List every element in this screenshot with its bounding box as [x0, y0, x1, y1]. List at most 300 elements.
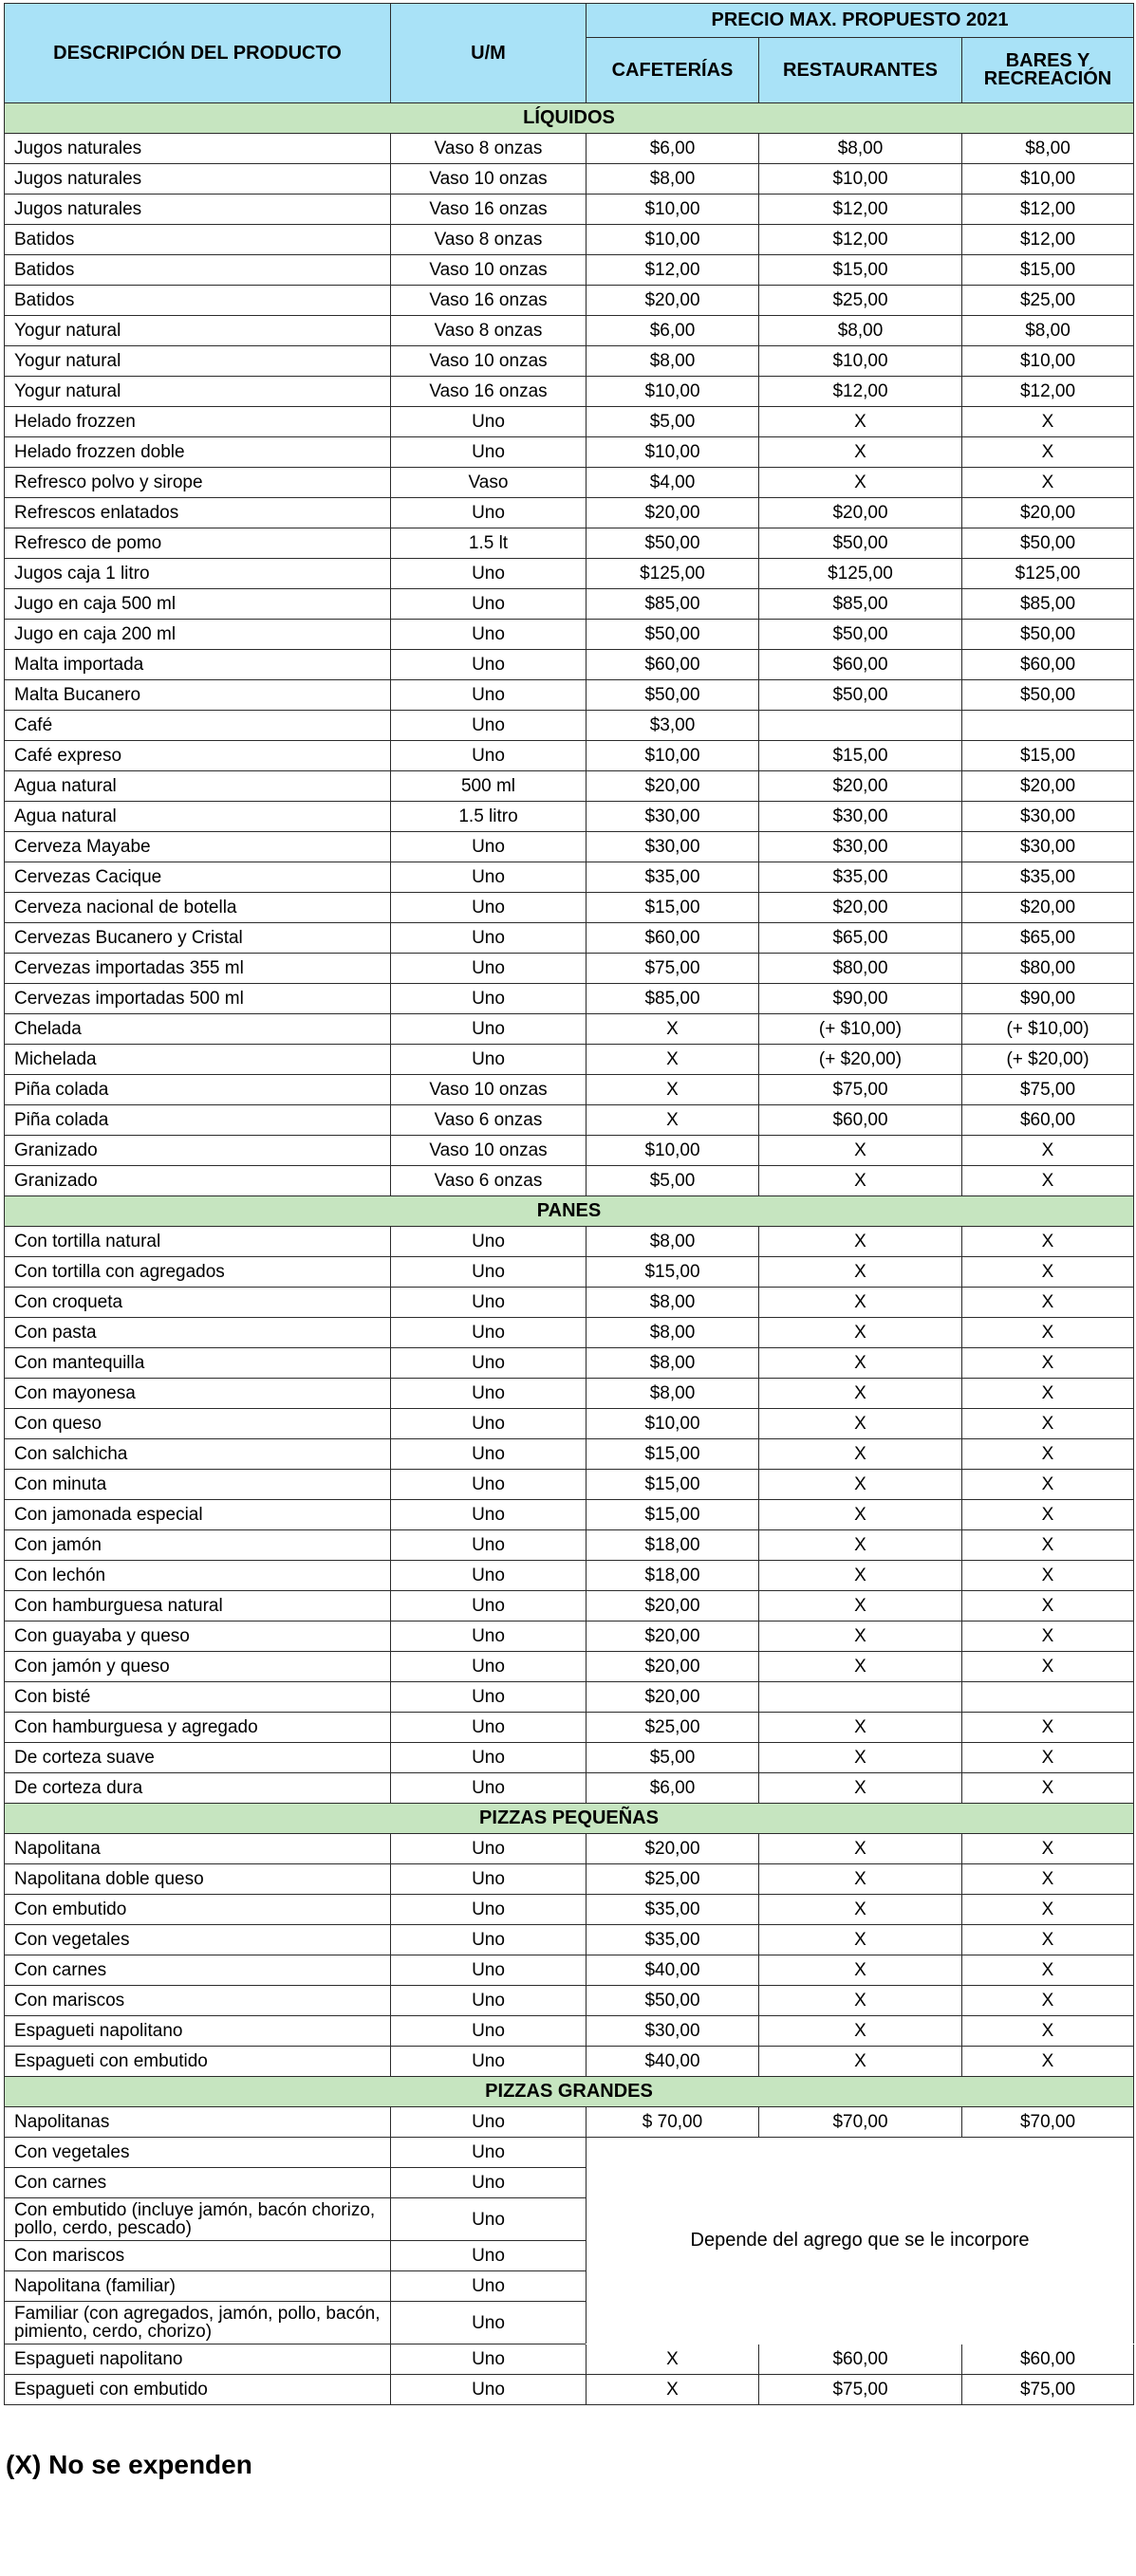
table-row — [5, 1530, 1134, 1561]
cell-description: Con embutido (incluye jamón, bacón chorizo, pollo, cerdo, pescado) — [5, 2198, 391, 2241]
table-row — [5, 1500, 1134, 1530]
cell-unit: Uno — [391, 1652, 587, 1682]
cell-bares: X — [962, 1743, 1134, 1773]
cell-restaurantes: $8,00 — [759, 316, 962, 346]
section-header — [5, 103, 1134, 134]
cell-restaurantes: $125,00 — [759, 559, 962, 589]
table-row — [5, 1014, 1134, 1045]
section-title: LÍQUIDOS — [5, 103, 1134, 134]
cell-cafeterias: $35,00 — [587, 1925, 759, 1955]
cell-cafeterias: $60,00 — [587, 923, 759, 954]
cell-description: Con bisté — [5, 1682, 391, 1713]
table-row — [5, 2016, 1134, 2047]
cell-bares: $30,00 — [962, 832, 1134, 862]
cell-restaurantes: X — [759, 1652, 962, 1682]
cell-unit: Vaso — [391, 468, 587, 498]
cell-bares: $8,00 — [962, 134, 1134, 164]
cell-cafeterias: $35,00 — [587, 1895, 759, 1925]
cell-description: Chelada — [5, 1014, 391, 1045]
cell-cafeterias: $20,00 — [587, 286, 759, 316]
table-row — [5, 377, 1134, 407]
cell-description: Con lechón — [5, 1561, 391, 1591]
cell-unit: Uno — [391, 2375, 587, 2405]
cell-restaurantes: $15,00 — [759, 741, 962, 771]
cell-bares — [962, 711, 1134, 741]
cell-unit: Uno — [391, 954, 587, 984]
cell-cafeterias: $50,00 — [587, 620, 759, 650]
cell-description: Napolitana — [5, 1834, 391, 1864]
cell-cafeterias: $10,00 — [587, 377, 759, 407]
cell-cafeterias: $25,00 — [587, 1713, 759, 1743]
cell-cafeterias: $40,00 — [587, 1955, 759, 1986]
cell-bares: X — [962, 1257, 1134, 1288]
cell-restaurantes: X — [759, 1257, 962, 1288]
cell-bares: $15,00 — [962, 255, 1134, 286]
cell-restaurantes: X — [759, 1409, 962, 1439]
cell-description: Con jamonada especial — [5, 1500, 391, 1530]
cell-description: Con mariscos — [5, 1986, 391, 2016]
price-table — [4, 3, 1134, 2405]
cell-cafeterias: $20,00 — [587, 1652, 759, 1682]
cell-restaurantes: X — [759, 1955, 962, 1986]
cell-cafeterias: $40,00 — [587, 2047, 759, 2077]
cell-restaurantes: $65,00 — [759, 923, 962, 954]
cell-restaurantes: X — [759, 1136, 962, 1166]
table-row — [5, 1713, 1134, 1743]
section-title: PANES — [5, 1196, 1134, 1227]
cell-restaurantes: $20,00 — [759, 771, 962, 802]
table-row — [5, 1379, 1134, 1409]
cell-description: Con embutido — [5, 1895, 391, 1925]
cell-description: Yogur natural — [5, 346, 391, 377]
cell-unit: Uno — [391, 1045, 587, 1075]
cell-bares: $20,00 — [962, 498, 1134, 528]
cell-description: Con jamón — [5, 1530, 391, 1561]
cell-description: Con salchicha — [5, 1439, 391, 1470]
cell-restaurantes: $60,00 — [759, 1105, 962, 1136]
section-title: PIZZAS GRANDES — [5, 2077, 1134, 2107]
cell-cafeterias: $3,00 — [587, 711, 759, 741]
cell-description: Agua natural — [5, 771, 391, 802]
cell-bares: $12,00 — [962, 195, 1134, 225]
cell-restaurantes: X — [759, 2016, 962, 2047]
cell-description: Jugos caja 1 litro — [5, 559, 391, 589]
cell-restaurantes: $30,00 — [759, 832, 962, 862]
table-row — [5, 1288, 1134, 1318]
cell-restaurantes: X — [759, 1227, 962, 1257]
cell-unit: Uno — [391, 1227, 587, 1257]
table-row — [5, 316, 1134, 346]
cell-unit: Uno — [391, 1530, 587, 1561]
cell-restaurantes: X — [759, 1864, 962, 1895]
cell-cafeterias: $5,00 — [587, 1166, 759, 1196]
cell-bares: X — [962, 1864, 1134, 1895]
cell-cafeterias: $85,00 — [587, 984, 759, 1014]
cell-unit: Uno — [391, 2198, 587, 2241]
table-row — [5, 346, 1134, 377]
table-row — [5, 1561, 1134, 1591]
cell-restaurantes: X — [759, 1379, 962, 1409]
table-row — [5, 164, 1134, 195]
cell-restaurantes: $50,00 — [759, 528, 962, 559]
cell-cafeterias: $125,00 — [587, 559, 759, 589]
table-row — [5, 711, 1134, 741]
cell-bares: X — [962, 1561, 1134, 1591]
cell-cafeterias: $85,00 — [587, 589, 759, 620]
cell-bares: $8,00 — [962, 316, 1134, 346]
cell-cafeterias: $60,00 — [587, 650, 759, 680]
cell-cafeterias: $10,00 — [587, 437, 759, 468]
cell-unit: Uno — [391, 862, 587, 893]
cell-restaurantes: $10,00 — [759, 164, 962, 195]
cell-description: Napolitana doble queso — [5, 1864, 391, 1895]
cell-cafeterias: X — [587, 2344, 759, 2375]
table-row — [5, 195, 1134, 225]
header-unit: U/M — [391, 4, 587, 103]
cell-description: Helado frozzen doble — [5, 437, 391, 468]
cell-restaurantes: X — [759, 1288, 962, 1318]
cell-description: Cervezas importadas 355 ml — [5, 954, 391, 984]
cell-restaurantes: $85,00 — [759, 589, 962, 620]
table-row — [5, 1075, 1134, 1105]
header-description: DESCRIPCIÓN DEL PRODUCTO — [5, 4, 391, 103]
cell-cafeterias: $6,00 — [587, 316, 759, 346]
table-row — [5, 2138, 1134, 2168]
cell-description: Batidos — [5, 255, 391, 286]
table-row — [5, 1895, 1134, 1925]
cell-restaurantes: X — [759, 468, 962, 498]
cell-unit: Uno — [391, 1591, 587, 1622]
cell-bares: X — [962, 468, 1134, 498]
cell-unit: Uno — [391, 1014, 587, 1045]
cell-unit: Uno — [391, 2107, 587, 2138]
cell-restaurantes: X — [759, 1834, 962, 1864]
cell-unit: Uno — [391, 2168, 587, 2198]
cell-description: Yogur natural — [5, 316, 391, 346]
cell-description: Jugos naturales — [5, 134, 391, 164]
cell-cafeterias: $8,00 — [587, 1288, 759, 1318]
cell-bares: $85,00 — [962, 589, 1134, 620]
cell-restaurantes: $12,00 — [759, 195, 962, 225]
cell-restaurantes: $20,00 — [759, 498, 962, 528]
cell-restaurantes: $50,00 — [759, 620, 962, 650]
cell-cafeterias: $15,00 — [587, 893, 759, 923]
cell-cafeterias: $6,00 — [587, 134, 759, 164]
cell-restaurantes: $8,00 — [759, 134, 962, 164]
cell-restaurantes: X — [759, 1348, 962, 1379]
table-row — [5, 589, 1134, 620]
cell-description: Con hamburguesa y agregado — [5, 1713, 391, 1743]
cell-description: De corteza suave — [5, 1743, 391, 1773]
cell-restaurantes: X — [759, 1591, 962, 1622]
cell-bares: X — [962, 1652, 1134, 1682]
table-row — [5, 741, 1134, 771]
table-row — [5, 984, 1134, 1014]
cell-bares: X — [962, 1591, 1134, 1622]
cell-description: Con croqueta — [5, 1288, 391, 1318]
cell-restaurantes: X — [759, 1773, 962, 1804]
table-row — [5, 2344, 1134, 2375]
cell-description: Con vegetales — [5, 2138, 391, 2168]
cell-restaurantes: X — [759, 1561, 962, 1591]
cell-unit: Uno — [391, 711, 587, 741]
cell-bares: $75,00 — [962, 1075, 1134, 1105]
cell-description: Con jamón y queso — [5, 1652, 391, 1682]
table-row — [5, 2107, 1134, 2138]
cell-description: Malta importada — [5, 650, 391, 680]
table-row — [5, 1834, 1134, 1864]
cell-unit: Uno — [391, 1409, 587, 1439]
cell-bares: X — [962, 1955, 1134, 1986]
cell-description: Espagueti con embutido — [5, 2047, 391, 2077]
cell-bares: X — [962, 1348, 1134, 1379]
cell-unit: Uno — [391, 1348, 587, 1379]
cell-description: Yogur natural — [5, 377, 391, 407]
cell-bares: X — [962, 1530, 1134, 1561]
header-cafeterias: CAFETERÍAS — [587, 38, 759, 103]
table-row — [5, 225, 1134, 255]
table-row — [5, 923, 1134, 954]
cell-unit: Uno — [391, 2241, 587, 2271]
table-row — [5, 1773, 1134, 1804]
cell-bares: $15,00 — [962, 741, 1134, 771]
table-row — [5, 134, 1134, 164]
cell-bares: X — [962, 2047, 1134, 2077]
cell-cafeterias: $5,00 — [587, 407, 759, 437]
cell-unit: Uno — [391, 741, 587, 771]
cell-unit: Vaso 6 onzas — [391, 1105, 587, 1136]
cell-bares: $60,00 — [962, 1105, 1134, 1136]
cell-restaurantes: $60,00 — [759, 2344, 962, 2375]
cell-bares: X — [962, 1439, 1134, 1470]
section-header — [5, 1804, 1134, 1834]
table-row — [5, 255, 1134, 286]
cell-cafeterias: $20,00 — [587, 1622, 759, 1652]
cell-cafeterias: $8,00 — [587, 164, 759, 195]
cell-unit: Vaso 10 onzas — [391, 255, 587, 286]
table-row — [5, 498, 1134, 528]
cell-unit: 500 ml — [391, 771, 587, 802]
cell-unit: Uno — [391, 2271, 587, 2302]
cell-description: Granizado — [5, 1136, 391, 1166]
cell-cafeterias: $8,00 — [587, 1227, 759, 1257]
cell-bares: X — [962, 1227, 1134, 1257]
cell-unit: Uno — [391, 437, 587, 468]
cell-restaurantes — [759, 711, 962, 741]
cell-cafeterias: $12,00 — [587, 255, 759, 286]
table-row — [5, 862, 1134, 893]
cell-description: Con mariscos — [5, 2241, 391, 2271]
cell-description: Cerveza nacional de botella — [5, 893, 391, 923]
cell-description: Con pasta — [5, 1318, 391, 1348]
cell-description: Con hamburguesa natural — [5, 1591, 391, 1622]
header-restaurantes: RESTAURANTES — [759, 38, 962, 103]
table-row — [5, 893, 1134, 923]
cell-unit: Uno — [391, 1561, 587, 1591]
cell-unit: Uno — [391, 407, 587, 437]
cell-description: Con guayaba y queso — [5, 1622, 391, 1652]
cell-unit: Uno — [391, 2138, 587, 2168]
cell-bares: X — [962, 1318, 1134, 1348]
cell-description: Batidos — [5, 286, 391, 316]
cell-bares: X — [962, 2016, 1134, 2047]
cell-cafeterias: $20,00 — [587, 1682, 759, 1713]
cell-description: Refresco de pomo — [5, 528, 391, 559]
cell-bares: (+ $10,00) — [962, 1014, 1134, 1045]
cell-bares: $50,00 — [962, 680, 1134, 711]
cell-cafeterias: $20,00 — [587, 1591, 759, 1622]
cell-description: Café — [5, 711, 391, 741]
cell-restaurantes: $50,00 — [759, 680, 962, 711]
cell-bares: $125,00 — [962, 559, 1134, 589]
cell-bares: X — [962, 1773, 1134, 1804]
cell-unit: Uno — [391, 1622, 587, 1652]
table-row — [5, 286, 1134, 316]
cell-bares: X — [962, 1895, 1134, 1925]
cell-description: Con minuta — [5, 1470, 391, 1500]
cell-unit: Uno — [391, 1895, 587, 1925]
cell-description: Jugo en caja 200 ml — [5, 620, 391, 650]
cell-unit: Vaso 10 onzas — [391, 164, 587, 195]
cell-description: De corteza dura — [5, 1773, 391, 1804]
table-row — [5, 1439, 1134, 1470]
cell-restaurantes: X — [759, 1895, 962, 1925]
cell-unit: Vaso 8 onzas — [391, 225, 587, 255]
cell-cafeterias: $15,00 — [587, 1500, 759, 1530]
cell-unit: Uno — [391, 1439, 587, 1470]
cell-restaurantes: X — [759, 407, 962, 437]
cell-description: Piña colada — [5, 1105, 391, 1136]
cell-description: Jugos naturales — [5, 195, 391, 225]
cell-description: Espagueti napolitano — [5, 2016, 391, 2047]
table-row — [5, 1682, 1134, 1713]
cell-cafeterias: $25,00 — [587, 1864, 759, 1895]
cell-restaurantes: $12,00 — [759, 225, 962, 255]
cell-restaurantes: X — [759, 2047, 962, 2077]
cell-restaurantes: $35,00 — [759, 862, 962, 893]
cell-description: Café expreso — [5, 741, 391, 771]
cell-cafeterias: $10,00 — [587, 225, 759, 255]
table-row — [5, 1166, 1134, 1196]
cell-unit: Uno — [391, 1986, 587, 2016]
cell-description: Cervezas Cacique — [5, 862, 391, 893]
cell-restaurantes: $25,00 — [759, 286, 962, 316]
cell-restaurantes: X — [759, 1439, 962, 1470]
table-row — [5, 680, 1134, 711]
cell-description: Con carnes — [5, 1955, 391, 1986]
cell-cafeterias: $18,00 — [587, 1530, 759, 1561]
cell-restaurantes: $10,00 — [759, 346, 962, 377]
cell-bares: X — [962, 1500, 1134, 1530]
cell-cafeterias: $15,00 — [587, 1257, 759, 1288]
cell-bares: $30,00 — [962, 802, 1134, 832]
table-row — [5, 1318, 1134, 1348]
cell-restaurantes: X — [759, 437, 962, 468]
cell-bares: X — [962, 1288, 1134, 1318]
cell-unit: Uno — [391, 2302, 587, 2344]
cell-restaurantes: X — [759, 1530, 962, 1561]
cell-description: Cerveza Mayabe — [5, 832, 391, 862]
merged-price-note: Depende del agrego que se le incorpore — [587, 2138, 1134, 2344]
cell-description: Con queso — [5, 1409, 391, 1439]
cell-restaurantes: X — [759, 1318, 962, 1348]
cell-cafeterias: $30,00 — [587, 832, 759, 862]
cell-description: Refresco polvo y sirope — [5, 468, 391, 498]
table-row — [5, 1864, 1134, 1895]
cell-description: Espagueti napolitano — [5, 2344, 391, 2375]
cell-description: Napolitanas — [5, 2107, 391, 2138]
cell-unit: Uno — [391, 1743, 587, 1773]
cell-cafeterias: $8,00 — [587, 1379, 759, 1409]
cell-description: Espagueti con embutido — [5, 2375, 391, 2405]
table-row — [5, 407, 1134, 437]
cell-unit: Vaso 8 onzas — [391, 134, 587, 164]
cell-restaurantes: $30,00 — [759, 802, 962, 832]
cell-cafeterias: $15,00 — [587, 1470, 759, 1500]
cell-unit: Uno — [391, 1379, 587, 1409]
table-row — [5, 1925, 1134, 1955]
table-row — [5, 1622, 1134, 1652]
cell-bares: X — [962, 1713, 1134, 1743]
cell-restaurantes: (+ $10,00) — [759, 1014, 962, 1045]
cell-bares: X — [962, 407, 1134, 437]
cell-cafeterias: $10,00 — [587, 195, 759, 225]
table-row — [5, 468, 1134, 498]
cell-unit: Uno — [391, 1257, 587, 1288]
table-row — [5, 1105, 1134, 1136]
cell-unit: Uno — [391, 893, 587, 923]
cell-unit: Vaso 6 onzas — [391, 1166, 587, 1196]
cell-unit: Uno — [391, 2016, 587, 2047]
cell-restaurantes: X — [759, 1500, 962, 1530]
cell-restaurantes: X — [759, 1925, 962, 1955]
table-row — [5, 1227, 1134, 1257]
table-row — [5, 528, 1134, 559]
table-row — [5, 1591, 1134, 1622]
cell-cafeterias: $8,00 — [587, 1318, 759, 1348]
cell-description: Michelada — [5, 1045, 391, 1075]
cell-description: Cervezas Bucanero y Cristal — [5, 923, 391, 954]
cell-cafeterias: $ 70,00 — [587, 2107, 759, 2138]
cell-unit: Vaso 10 onzas — [391, 1136, 587, 1166]
cell-cafeterias: $20,00 — [587, 771, 759, 802]
cell-cafeterias: $6,00 — [587, 1773, 759, 1804]
cell-bares: X — [962, 1834, 1134, 1864]
cell-unit: Uno — [391, 498, 587, 528]
cell-cafeterias: $50,00 — [587, 528, 759, 559]
cell-bares: $60,00 — [962, 2344, 1134, 2375]
cell-bares: $50,00 — [962, 620, 1134, 650]
cell-cafeterias: $50,00 — [587, 1986, 759, 2016]
section-header — [5, 2077, 1134, 2107]
cell-bares: $90,00 — [962, 984, 1134, 1014]
section-title: PIZZAS PEQUEÑAS — [5, 1804, 1134, 1834]
cell-unit: Uno — [391, 650, 587, 680]
cell-description: Con tortilla natural — [5, 1227, 391, 1257]
cell-cafeterias: $8,00 — [587, 346, 759, 377]
cell-unit: Uno — [391, 559, 587, 589]
cell-bares: X — [962, 1409, 1134, 1439]
cell-description: Refrescos enlatados — [5, 498, 391, 528]
table-row — [5, 620, 1134, 650]
cell-restaurantes: X — [759, 1986, 962, 2016]
cell-bares: $60,00 — [962, 650, 1134, 680]
cell-cafeterias: $15,00 — [587, 1439, 759, 1470]
cell-bares: $80,00 — [962, 954, 1134, 984]
cell-cafeterias: $30,00 — [587, 802, 759, 832]
cell-cafeterias: X — [587, 1045, 759, 1075]
cell-unit: Uno — [391, 620, 587, 650]
